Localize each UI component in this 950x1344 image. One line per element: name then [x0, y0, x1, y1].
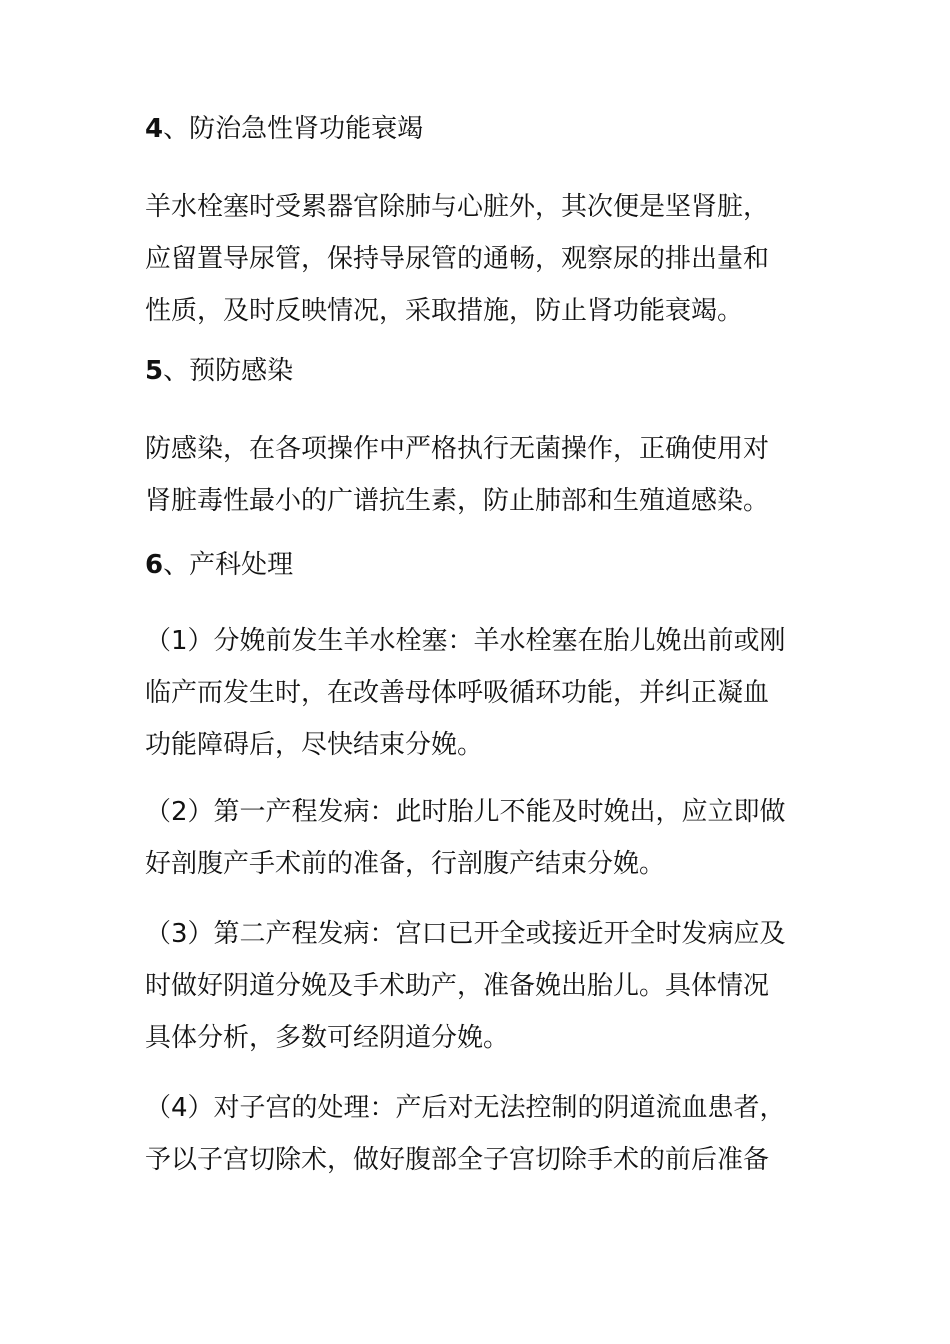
- paragraph-item-4: [145, 1082, 825, 1186]
- paragraph-line: 予以子宫切除术，做好腹部全子宫切除手术的前后准备: [145, 1145, 770, 1175]
- paragraph-line: （1）分娩前发生羊水栓塞：羊水栓塞在胎儿娩出前或刚: [145, 626, 786, 656]
- paragraph-line: 防感染，在各项操作中严格执行无菌操作，正确使用对: [145, 434, 770, 464]
- section-heading-4: [145, 113, 423, 145]
- section-heading-5: [145, 355, 293, 387]
- paragraph-line: 具体分析，多数可经阴道分娩。: [145, 1023, 510, 1053]
- paragraph-line: 应留置导尿管，保持导尿管的通畅，观察尿的排出量和: [145, 244, 770, 274]
- paragraph-item-2: [145, 786, 825, 890]
- paragraph-line: 功能障碍后，尽快结束分娩。: [145, 730, 484, 760]
- section-number: 4: [145, 114, 164, 144]
- paragraph-line: 时做好阴道分娩及手术助产，准备娩出胎儿。具体情况: [145, 971, 770, 1001]
- paragraph-item-3: [145, 908, 825, 1064]
- paragraph-infection-prevention: [145, 423, 825, 527]
- paragraph-kidney-failure: [145, 181, 825, 337]
- paragraph-line: 临产而发生时，在改善母体呼吸循环功能，并纠正凝血: [145, 678, 770, 708]
- paragraph-line: 羊水栓塞时受累器官除肺与心脏外，其次便是坚肾脏，: [145, 192, 770, 222]
- paragraph-line: （3）第二产程发病：宫口已开全或接近开全时发病应及: [145, 919, 786, 949]
- section-number: 6: [145, 550, 164, 580]
- section-title: 、防治急性肾功能衰竭: [163, 114, 424, 144]
- section-heading-6: [145, 549, 293, 581]
- paragraph-line: 性质，及时反映情况，采取措施，防止肾功能衰竭。: [145, 296, 744, 326]
- section-title: 、产科处理: [163, 550, 294, 580]
- paragraph-line: （2）第一产程发病：此时胎儿不能及时娩出，应立即做: [145, 797, 786, 827]
- paragraph-item-1: [145, 615, 825, 771]
- section-title: 、预防感染: [163, 356, 294, 386]
- section-number: 5: [145, 356, 164, 386]
- paragraph-line: （4）对子宫的处理：产后对无法控制的阴道流血患者，: [145, 1093, 786, 1123]
- paragraph-line: 好剖腹产手术前的准备，行剖腹产结束分娩。: [145, 849, 666, 879]
- paragraph-line: 肾脏毒性最小的广谱抗生素，防止肺部和生殖道感染。: [145, 486, 770, 516]
